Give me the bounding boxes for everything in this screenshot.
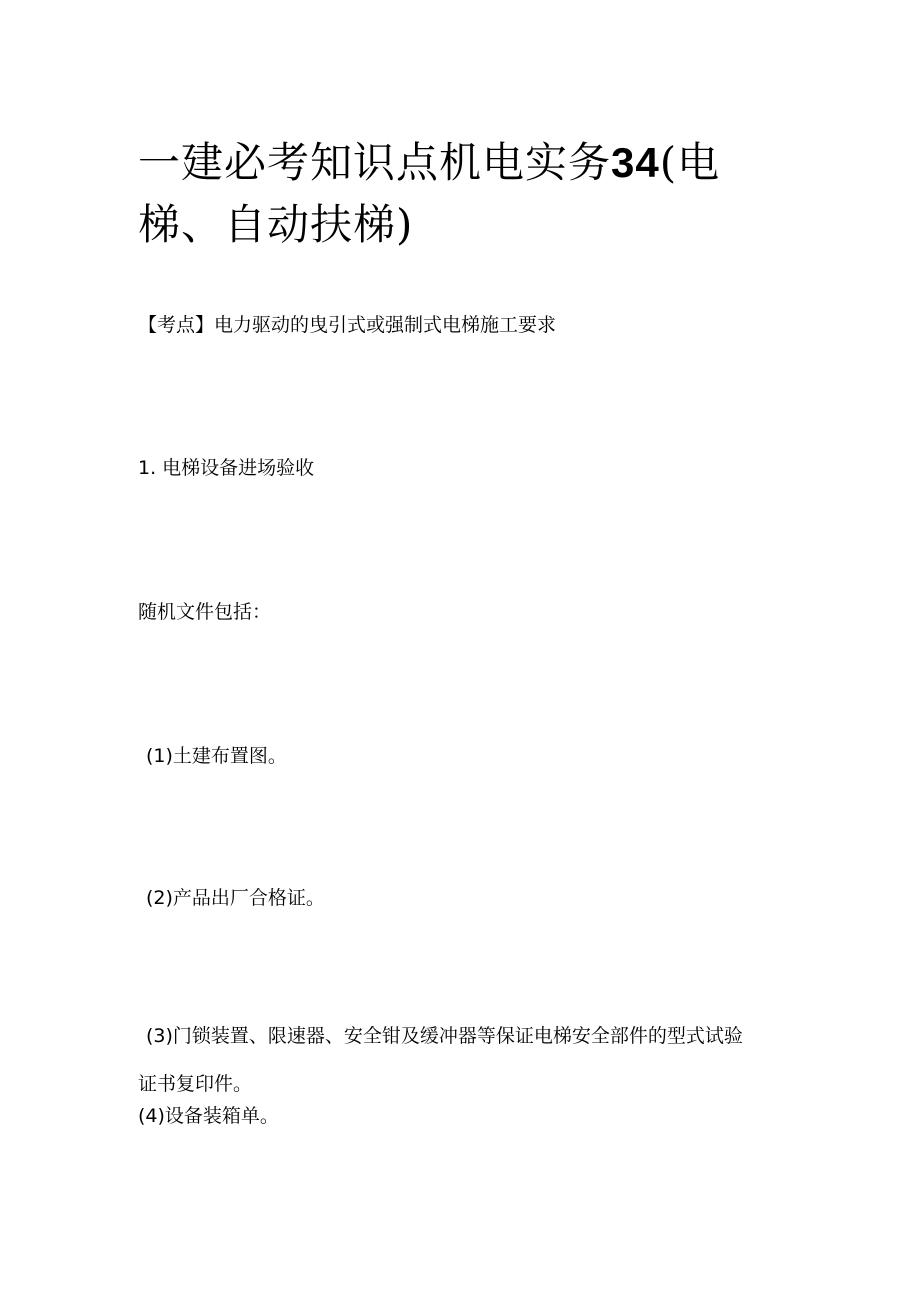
section-heading-1: 1. 电梯设备进场验收 [138, 457, 315, 479]
list-item: (2)产品出厂合格证。 [146, 887, 325, 909]
list-item-continuation: 证书复印件。 [138, 1073, 253, 1095]
kaodian-heading: 【考点】电力驱动的曳引式或强制式电梯施工要求 [138, 314, 557, 336]
title-line-2: 梯、自动扶梯) [138, 200, 414, 249]
title-prefix: 一建必考知识点机电实务 [138, 138, 612, 187]
list-item: (1)土建布置图。 [146, 745, 287, 767]
title-suffix: (电 [659, 138, 721, 187]
title-number: 34 [611, 139, 660, 186]
intro-text: 随机文件包括： [138, 601, 272, 623]
page-title [138, 132, 738, 256]
list-item: (4)设备装箱单。 [138, 1105, 279, 1127]
list-item: (3)门锁装置、限速器、安全钳及缓冲器等保证电梯安全部件的型式试验 [146, 1025, 743, 1047]
